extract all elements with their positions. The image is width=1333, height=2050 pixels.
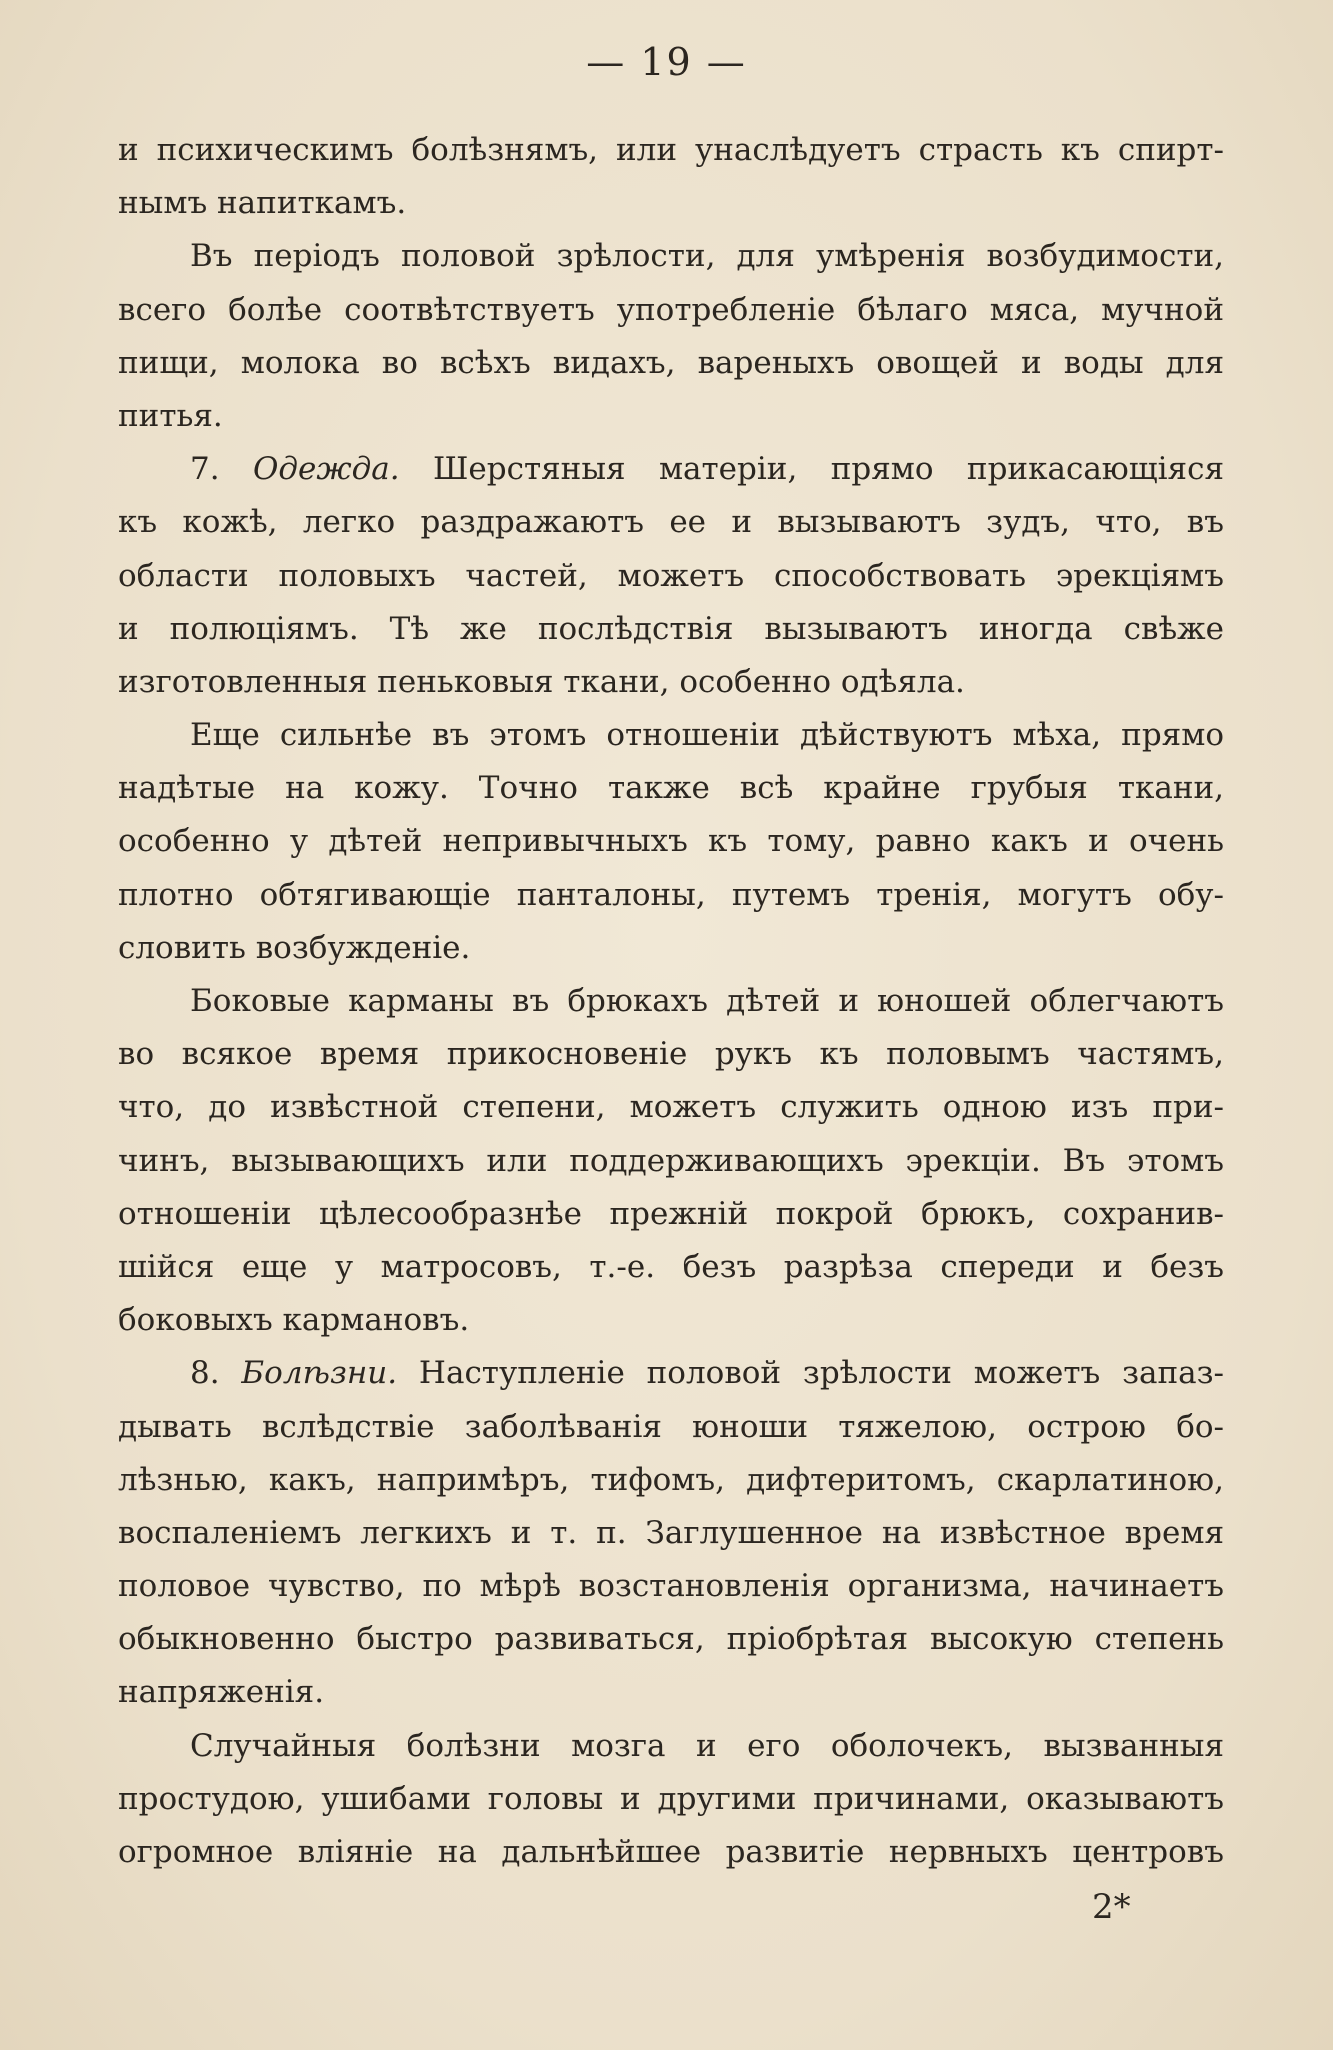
text-line <box>118 1135 1224 1188</box>
line-text: обыкновенно быстро развиваться, пріобрѣтая высокую степень <box>118 1621 1224 1658</box>
text-line <box>118 603 1224 656</box>
line-text: отношеніи цѣлесообразнѣе прежній покрой брюкъ, сохранив- <box>118 1195 1224 1232</box>
line-text: нымъ напиткамъ. <box>118 185 407 222</box>
line-text: простудою, ушибами головы и другими причинами, оказываютъ <box>118 1780 1224 1817</box>
text-line <box>118 496 1224 549</box>
text-line <box>118 1188 1224 1241</box>
text-line <box>118 443 1224 496</box>
section-heading: Одежда. <box>252 451 400 488</box>
line-text: что, до извѣстной степени, можетъ служить одною изъ при- <box>118 1089 1224 1126</box>
section-number: 8. <box>190 1355 242 1392</box>
text-line <box>118 815 1224 868</box>
line-text: дывать вслѣдствіе заболѣванія юноши тяжелою, острою бо- <box>118 1408 1224 1445</box>
signature-mark: 2* <box>1092 1887 1131 1927</box>
text-line <box>118 975 1224 1028</box>
section-number: 7. <box>190 451 253 488</box>
text-line <box>118 230 1224 283</box>
text-line <box>118 1613 1224 1666</box>
text-line <box>118 284 1224 337</box>
text-line <box>118 1773 1224 1826</box>
line-text: Еще сильнѣе въ этомъ отношеніи дѣйствуютъ мѣха, прямо <box>190 717 1224 754</box>
text-line <box>118 124 1224 177</box>
line-text: напряженія. <box>118 1674 325 1711</box>
text-line <box>118 1560 1224 1613</box>
text-line <box>118 1720 1224 1773</box>
text-line <box>118 762 1224 815</box>
line-text: и полюціямъ. Тѣ же послѣдствія вызываютъ иногда свѣже <box>118 610 1224 647</box>
line-text: пищи, молока во всѣхъ видахъ, вареныхъ овощей и воды для <box>118 344 1224 381</box>
text-line <box>118 1507 1224 1560</box>
text-line <box>118 1241 1224 1294</box>
text-line <box>118 869 1224 922</box>
text-line <box>118 1454 1224 1507</box>
line-text: огромное вліяніе на дальнѣйшее развитіе нервныхъ центровъ <box>118 1834 1224 1870</box>
line-text: воспаленіемъ легкихъ и т. п. Заглушенное на извѣстное время <box>118 1514 1224 1551</box>
line-text: Наступленіе половой зрѣлости можетъ запаз- <box>397 1355 1224 1392</box>
text-line <box>118 1081 1224 1134</box>
text-line <box>118 1401 1224 1454</box>
line-text: Шерстяныя матеріи, прямо прикасающіяся <box>399 451 1224 488</box>
text-line <box>118 337 1224 390</box>
line-text: Въ періодъ половой зрѣлости, для умѣренія возбудимости, <box>190 238 1224 275</box>
line-text: словить возбужденіе. <box>118 929 471 966</box>
line-text: области половыхъ частей, можетъ способствовать эрекціямъ <box>118 557 1224 594</box>
text-line <box>118 656 1224 709</box>
line-text: Случайныя болѣзни мозга и его оболочекъ, вызванныя <box>190 1727 1224 1764</box>
line-text: Боковые карманы въ брюкахъ дѣтей и юношей облегчаютъ <box>190 983 1224 1019</box>
text-line <box>118 177 1224 230</box>
section-heading: Болѣзни. <box>241 1355 398 1392</box>
text-line <box>118 1666 1224 1719</box>
text-line <box>118 1028 1224 1081</box>
line-text: боковыхъ кармановъ. <box>118 1302 470 1339</box>
line-text: и психическимъ болѣзнямъ, или унаслѣдуетъ страсть къ спирт- <box>118 132 1224 168</box>
page-number: — 19 — <box>586 40 747 84</box>
line-text: изготовленныя пеньковыя ткани, особенно одѣяла. <box>118 663 965 700</box>
line-text: особенно у дѣтей непривычныхъ къ тому, равно какъ и очень <box>118 823 1224 860</box>
line-text: плотно обтягивающіе панталоны, путемъ тренія, могутъ обу- <box>118 876 1224 913</box>
text-line <box>118 922 1224 975</box>
line-text: къ кожѣ, легко раздражаютъ ее и вызываютъ зудъ, что, въ <box>118 504 1224 541</box>
line-text: половое чувство, по мѣрѣ возстановленія организма, начинаетъ <box>118 1568 1224 1605</box>
text-line <box>118 550 1224 603</box>
text-line <box>118 1294 1224 1347</box>
line-text: чинъ, вызывающихъ или поддерживающихъ эрекціи. Въ этомъ <box>118 1142 1224 1179</box>
line-text: надѣтые на кожу. Точно также всѣ крайне грубыя ткани, <box>118 770 1224 807</box>
line-text: всего болѣе соотвѣтствуетъ употребленіе бѣлаго мяса, мучной <box>118 291 1224 328</box>
text-line <box>118 1826 1224 1879</box>
line-text: во всякое время прикосновеніе рукъ къ половымъ частямъ, <box>118 1036 1224 1073</box>
line-text: шійся еще у матросовъ, т.-е. безъ разрѣза спереди и безъ <box>118 1248 1224 1285</box>
text-line <box>118 1347 1224 1400</box>
line-text: питья. <box>118 397 223 434</box>
line-text: лѣзнью, какъ, напримѣръ, тифомъ, дифтеритомъ, скарлатиною, <box>118 1461 1224 1498</box>
body-text <box>118 124 1224 1879</box>
text-line <box>118 709 1224 762</box>
text-line <box>118 390 1224 443</box>
